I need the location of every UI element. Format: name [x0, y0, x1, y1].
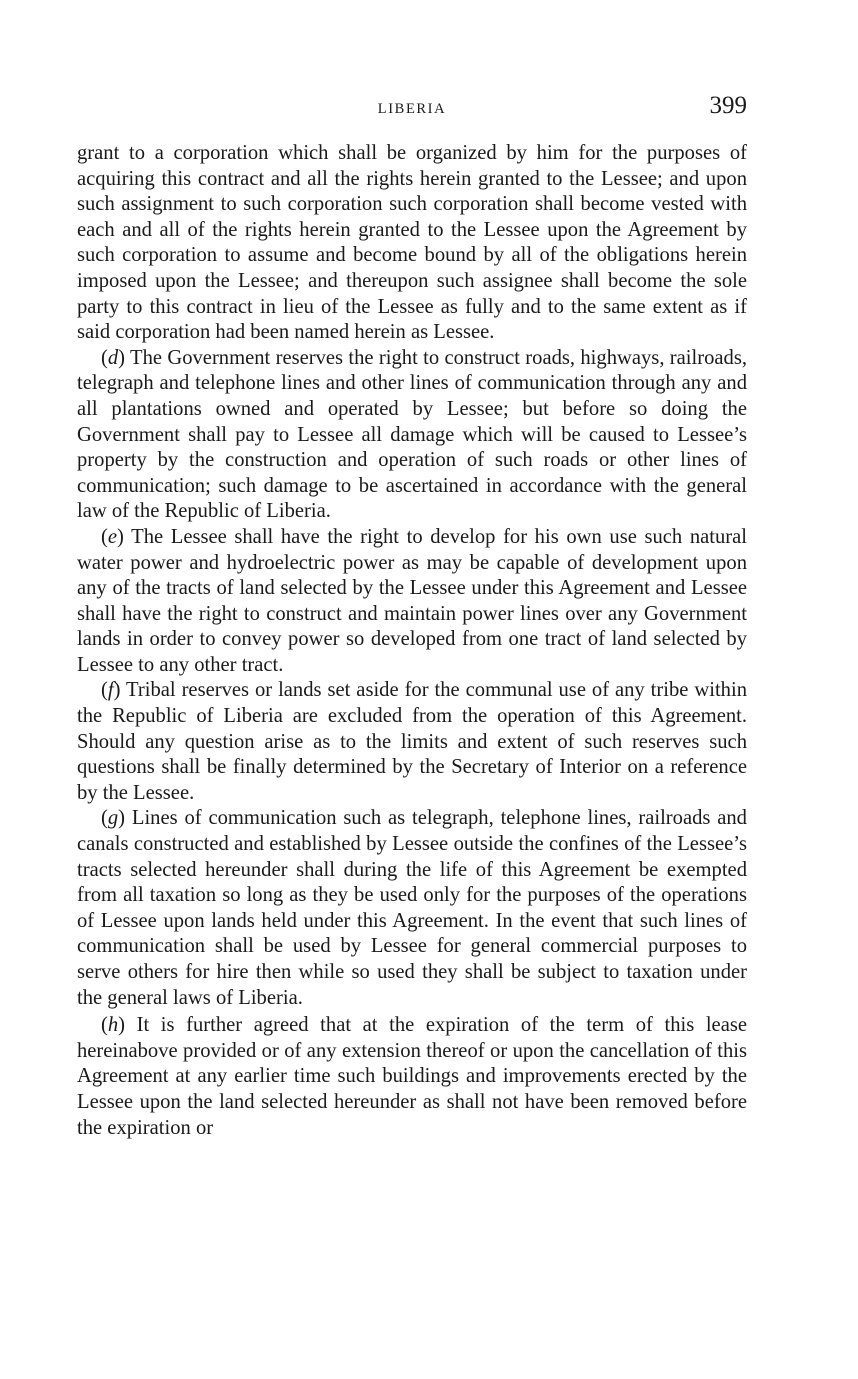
clause-letter: d: [107, 346, 119, 369]
clause-letter: g: [107, 807, 119, 830]
clause-letter: f: [107, 679, 114, 702]
clause-letter: h: [107, 1014, 119, 1037]
paragraph-g: (g) Lines of communication such as telegraph, telephone lines, railroads and canals constructed and established by Lessee outside the confines of the Lessee’s tracts selected hereunder shall during the life of this Agreement be exempted from all taxation so long as they be used only for the purposes of the operations of Lessee upon lands held under this Agreement. In the event that such lines of communication shall be used by Lessee for general commercial purposes to serve others for hire then while so used they shall be subject to taxation under the general laws of Liberia.: [77, 807, 747, 1009]
paragraph-d: (d) The Government reserves the right to construct roads, highways, railroads, telegraph and telephone lines and other lines of communication through any and all plantations owned and operated by Lessee; but before so doing the Government shall pay to Lessee all damage which will be caused to Lessee’s property by the construction and operation of such roads or other lines of communication; such damage to be ascertained in accordance with the general law of the Republic of Liberia.: [77, 346, 747, 523]
clause-letter: e: [107, 525, 117, 548]
page-number: 399: [709, 92, 747, 119]
paragraph-text: The Lessee shall have the right to develop for his own use such natural water power and hydroelectric power as may be capable of development upon any of the tracts of land selected by the Lessee under this Agreement and Lessee shall have the right to construct and maintain power lines over any Government lands in order to convey power so developed from one tract of land selected by Lessee to any other tract.: [77, 525, 747, 676]
paragraph-text: It is further agreed that at the expiration of the term of this lease hereinabove provided or of any extension thereof or upon the cancellation of this Agreement at any earlier time such buildings and improvements erected by the Lessee upon the land selected hereunder as shall not have been removed before the expiration or: [77, 1014, 747, 1139]
page-header: [77, 92, 747, 126]
paragraph-h: (h) It is further agreed that at the expiration of the term of this lease hereinabove provided or of any extension thereof or upon the cancellation of this Agreement at any earlier time such buildings and improvements erected by the Lessee upon the land selected hereunder as shall not have been removed before the expiration or: [77, 1014, 747, 1139]
running-title: LIBERIA: [377, 101, 447, 117]
paragraph-continuation: [77, 141, 747, 346]
body-text: [77, 141, 747, 1141]
paragraph-text: grant to a corporation which shall be organized by him for the purposes of acquiring this contract and all the rights herein granted to the Lessee; and upon such assignment to such corporation such corporation shall become vested with each and all of the rights herein granted to the Lessee upon the Agreement by such corporation to assume and become bound by all of the obligations herein imposed upon the Lessee; and thereupon such assignee shall become the sole party to this contract in lieu of the Lessee as fully and to the same extent as if said corporation had been named herein as Lessee.: [77, 142, 747, 344]
document-page: [77, 92, 747, 1141]
paragraph-text: Lines of communication such as telegraph, telephone lines, railroads and canals constructed and established by Lessee outside the confines of the Lessee’s tracts selected hereunder shall during the life of this Agreement be exempted from all taxation so long as they be used only for the purposes of the operations of Lessee upon lands held under this Agreement. In the event that such lines of communication shall be used by Lessee for general commercial purposes to serve others for hire then while so used they shall be subject to taxation under the general laws of Liberia.: [77, 807, 747, 1009]
paragraph-e: (e) The Lessee shall have the right to develop for his own use such natural water power and hydroelectric power as may be capable of development upon any of the tracts of land selected by the Lessee under this Agreement and Lessee shall have the right to construct and maintain power lines over any Government lands in order to convey power so developed from one tract of land selected by Lessee to any other tract.: [77, 525, 747, 676]
paragraph-f: (f) Tribal reserves or lands set aside for the communal use of any tribe within the Republic of Liberia are excluded from the operation of this Agreement. Should any question arise as to the limits and extent of such reserves such questions shall be finally determined by the Secretary of Interior on a reference by the Lessee.: [77, 679, 747, 804]
paragraph-text: The Government reserves the right to construct roads, highways, railroads, telegraph and telephone lines and other lines of communication through any and all plantations owned and operated by Lessee; but before so doing the Government shall pay to Lessee all damage which will be caused to Lessee’s property by the construction and operation of such roads or other lines of communication; such damage to be ascertained in accordance with the general law of the Republic of Liberia.: [77, 346, 747, 523]
paragraph-text: Tribal reserves or lands set aside for the communal use of any tribe within the Republic of Liberia are excluded from the operation of this Agreement. Should any question arise as to the limits and extent of such reserves such questions shall be finally determined by the Secretary of Interior on a reference by the Lessee.: [77, 679, 747, 804]
